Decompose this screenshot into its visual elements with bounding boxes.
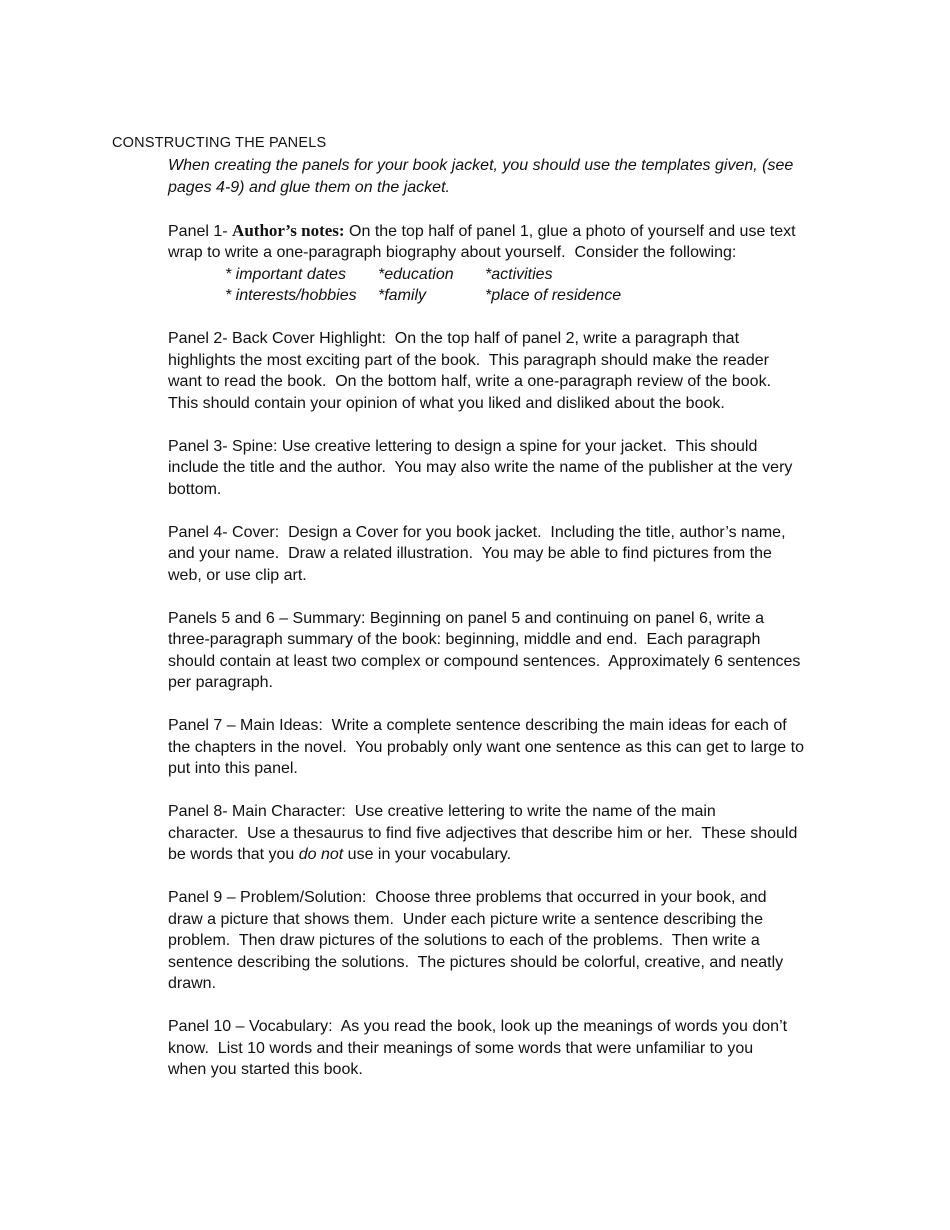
panel-text: As you read the book, look up the meanings of words you don’t [332,1018,788,1035]
panel-line [168,1059,868,1081]
panel-label: Panel 1- [168,222,233,240]
panel-text: wrap to write a one-paragraph biography about yourself. Consider the following: [168,244,737,261]
panels-list [168,328,868,1081]
section-heading: CONSTRUCTING THE PANELS [112,135,327,151]
panel-label: Panel 3- Spine: [168,437,278,455]
panel-line [168,844,868,866]
panel-line [168,909,868,931]
panel-line [168,565,868,587]
panel-line [168,457,868,479]
document-body [168,155,868,1102]
panel-label: Panel 2- Back Cover Highlight: [168,330,386,347]
panel-line [168,651,868,673]
panel-line [168,823,868,845]
panel-text: be words that you [168,846,299,863]
panel-paragraph [168,1016,868,1081]
bullet-row [168,264,868,286]
panel-text: Use creative lettering to write the name of the main [345,803,716,820]
panel-paragraph [168,328,868,414]
panel-text: bottom. [168,480,222,498]
panel-line [168,608,868,630]
bullet-item: *place of residence [485,287,622,304]
panel-line [168,328,868,350]
panel-text: want to read the book. On the bottom half, write a one-paragraph review of the book. [168,373,772,390]
bullet-item: *education [378,265,454,283]
panel-line [168,522,868,544]
panel-text: and your name. Draw a related illustration. You may be able to find pictures from the [168,545,772,562]
panel-text: Design a Cover for you book jacket. Including the title, author’s name, [279,523,786,541]
panel-line [168,887,868,909]
panel-text: Use creative lettering to design a spine for your jacket. This should [277,437,758,455]
panel-text: when you started this book. [168,1061,363,1078]
panel-paragraph [168,608,868,694]
panel-text: should contain at least two complex or compound sentences. Approximately 6 sentences [168,652,801,670]
bullet-item: * important dates [225,265,346,283]
panel-text: drawn. [168,975,217,992]
panel-text: use in your vocabulary. [343,846,512,863]
panel-line [168,479,868,501]
panel-text: problem. Then draw pictures of the solutions to each of the problems. Then write a [168,932,760,949]
bullet-item: *activities [485,265,553,283]
emphasis-text: do not [298,846,344,863]
panel-label: Panels 5 and 6 – Summary: [168,609,366,627]
panel-line [168,436,868,458]
panel-text: web, or use clip art. [168,566,307,584]
panel-text: put into this panel. [168,760,298,777]
intro-line: When creating the panels for your book jacket, you should use the templates given, (see [168,157,794,174]
panel-text: Choose three problems that occurred in your book, and [366,889,767,906]
panel-line [168,350,868,372]
panel-text: include the title and the author. You may also write the name of the publisher at the very [168,459,793,476]
panel-text: This should contain your opinion of what you liked and disliked about the book. [168,394,725,412]
panel-text: three-paragraph summary of the book: beginning, middle and end. Each paragraph [168,631,761,648]
panel-label: Panel 10 – Vocabulary: [168,1018,333,1035]
bullet-item: *family [378,287,427,304]
panel-line [168,393,868,415]
panel-paragraph [168,436,868,501]
panel-text: character. Use a thesaurus to find five adjectives that describe him or her. These should [168,824,798,842]
panel-line [168,1016,868,1038]
panel-text: Write a complete sentence describing the main ideas for each of [322,717,787,734]
panel-paragraph [168,715,868,780]
bullet-row [168,285,868,307]
intro-paragraph [168,155,868,198]
panel-line [168,1038,868,1060]
panel-paragraph [168,887,868,995]
panel-1-paragraph [168,220,868,307]
panel-text: draw a picture that shows them. Under each picture write a sentence describing the [168,910,763,928]
panel-line [168,973,868,995]
panel-text: highlights the most exciting part of the book. This paragraph should make the reader [168,351,769,369]
panel-line [168,737,868,759]
panel-label: Panel 8- Main Character: [168,803,346,820]
panel-line [168,672,868,694]
panel-label: Panel 7 – Main Ideas: [168,717,323,734]
panel-line [168,758,868,780]
panel-text: sentence describing the solutions. The pictures should be colorful, creative, and neatly [168,953,784,971]
panel-text: On the top half of panel 2, write a paragraph that [385,330,740,347]
bullet-item: * interests/hobbies [225,287,357,304]
panel-line [168,629,868,651]
panel-line [168,930,868,952]
panel-paragraph [168,522,868,587]
panel-line [168,801,868,823]
intro-line: pages 4-9) and glue them on the jacket. [168,178,450,196]
panel-label: Panel 9 – Problem/Solution: [168,889,367,906]
panel-text: per paragraph. [168,674,273,691]
panel-text: the chapters in the novel. You probably only want one sentence as this can get to large to [168,738,804,756]
panel-line [168,952,868,974]
panel-text: On the top half of panel 1, glue a photo of yourself and use text [344,222,796,240]
panel-line [168,371,868,393]
panel-label: Panel 4- Cover: [168,523,280,541]
panel-text: Beginning on panel 5 and continuing on panel 6, write a [365,609,764,627]
panel-text: know. List 10 words and their meanings of some words that were unfamiliar to you [168,1039,754,1057]
panel-line [168,715,868,737]
panel-line [168,543,868,565]
panel-label-bold: Author’s notes: [232,220,345,240]
panel-paragraph [168,801,868,866]
